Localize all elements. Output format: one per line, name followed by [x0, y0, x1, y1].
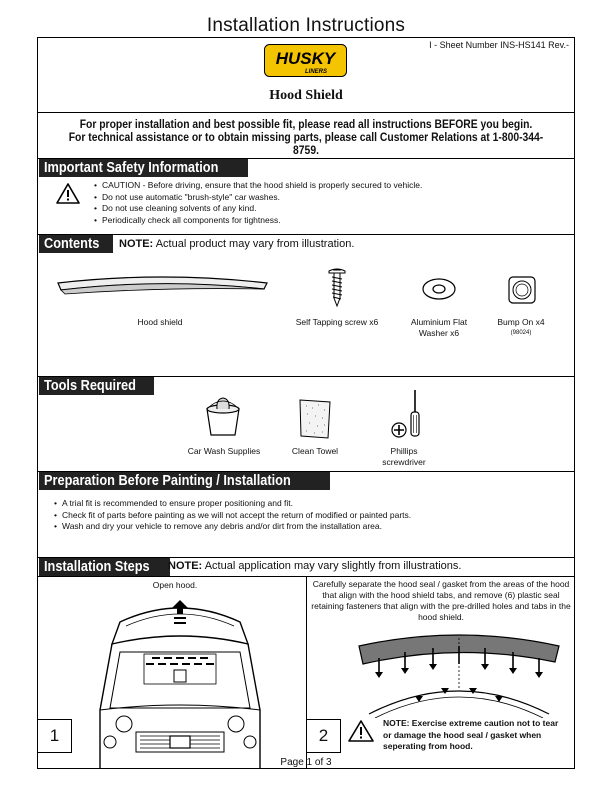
intro-line-1: For proper installation and best possible fit, please read all instructions BEFORE you begin. [79, 119, 533, 131]
logo-brand-text: HUSKY [275, 49, 336, 68]
hood-shield-label: Hood shield [137, 317, 183, 327]
screwdriver-icon [390, 388, 426, 440]
towel-label: Clean Towel [291, 446, 339, 456]
car-wash-bucket-icon [203, 395, 243, 437]
list-item: • Do not use automatic "brush-style" car washes. [94, 192, 422, 204]
preparation-section-title: Preparation Before Painting / Installation [39, 472, 330, 490]
list-item: • A trial fit is recommended to ensure proper positioning and fit. [54, 498, 411, 510]
car-wash-label: Car Wash Supplies [187, 446, 261, 456]
step-1-caption: Open hood. [152, 580, 198, 590]
installation-note: NOTE: Actual application may vary slightly from illustrations. [168, 560, 462, 572]
contents-section-title: Contents [39, 235, 113, 253]
list-item: • Do not use cleaning solvents of any kind. [94, 203, 422, 215]
step-2-warning: NOTE: Exercise extreme caution not to tear or damage the hood seal / gasket when seperating from hood. [383, 718, 559, 751]
list-item: • Periodically check all components for tightness. [94, 215, 422, 227]
towel-icon [298, 398, 332, 440]
open-hood-illustration [90, 592, 270, 768]
screw-icon [328, 268, 346, 308]
screw-label: Self Tapping screw x6 [295, 317, 379, 327]
contents-note: NOTE: Actual product may vary from illustration. [119, 238, 355, 250]
safety-list [94, 180, 422, 226]
product-name: Hood Shield [269, 88, 343, 103]
bump-on-icon [508, 276, 536, 304]
step-number-2: 2 [306, 719, 341, 753]
husky-liners-logo [264, 44, 347, 77]
hood-shield-illustration [55, 275, 270, 297]
washer-icon [421, 277, 457, 301]
hood-seal-illustration [355, 628, 563, 718]
bump-on-label: Bump On x4 (98024) [497, 317, 545, 336]
washer-label: Aluminium Flat Washer x6 [410, 317, 468, 338]
installation-section-title: Installation Steps [39, 558, 170, 576]
warning-icon [348, 720, 374, 742]
intro-line-2: For technical assistance or to obtain missing parts, please call Customer Relations at 1-800-344-8759. [68, 132, 544, 157]
intro-text [64, 119, 548, 158]
tools-section-title: Tools Required [39, 377, 154, 395]
list-item: • Wash and dry your vehicle to remove any debris and/or dirt from the installation area. [54, 521, 411, 533]
step-number-1: 1 [37, 719, 72, 753]
list-item: • CAUTION - Before driving, ensure that the hood shield is properly secured to vehicle. [94, 180, 422, 192]
page-title: Installation Instructions [206, 15, 406, 36]
divider [37, 112, 575, 113]
sheet-number: I - Sheet Number INS-HS141 Rev.- [429, 40, 569, 50]
page-footer: Page 1 of 3 [280, 757, 332, 768]
screwdriver-label: Phillips screwdriver [382, 446, 426, 467]
preparation-list [54, 498, 411, 533]
warning-icon [56, 183, 80, 204]
safety-section-title: Important Safety Information [39, 159, 248, 177]
logo-sub-text: LINERS [304, 69, 328, 75]
list-item: • Check fit of parts before painting as we will not accept the return of modified or painted parts. [54, 510, 411, 522]
step-2-caption: Carefully separate the hood seal / gasket from the areas of the hood that align with the hood shield tabs, and remove (6) plastic seal retaining fasteners that align with the pre-drilled holes and tabs in the hood shield. [311, 579, 571, 622]
divider [37, 234, 575, 235]
